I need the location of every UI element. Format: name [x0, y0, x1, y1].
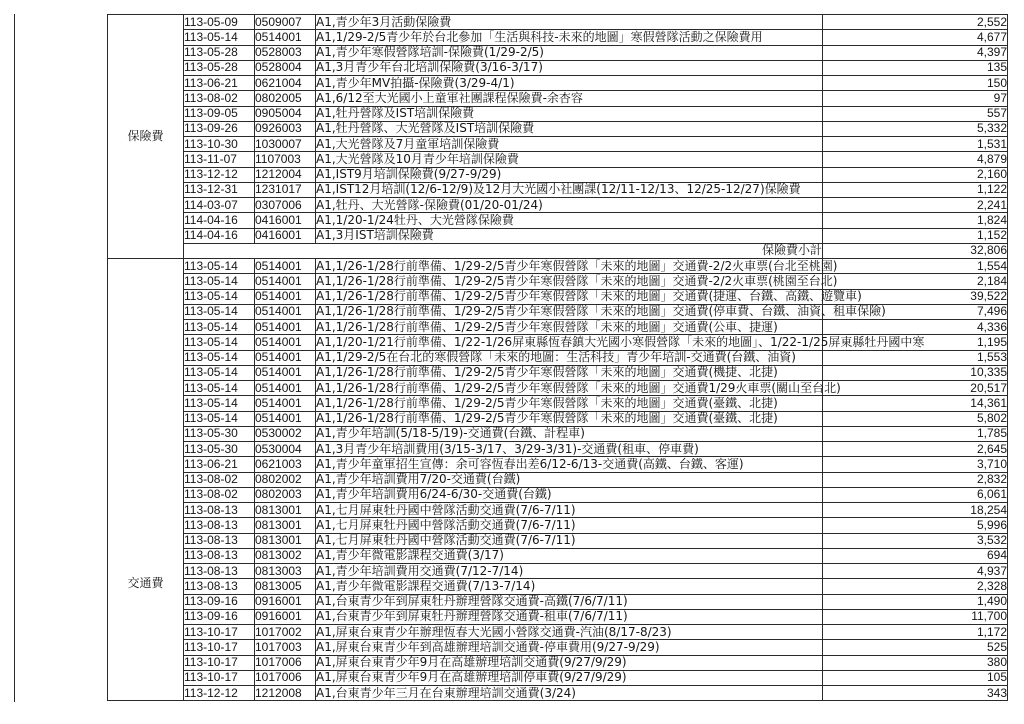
- date-cell: 113-05-14: [184, 304, 255, 319]
- category-cell: [108, 15, 184, 259]
- voucher-cell: 1017006: [255, 670, 316, 685]
- date-cell: 113-10-17: [184, 640, 255, 655]
- amount-cell: 4,937: [823, 564, 1008, 579]
- voucher-cell: 0916001: [255, 594, 316, 609]
- table-row: [108, 350, 1008, 365]
- date-cell: 113-05-14: [184, 396, 255, 411]
- voucher-cell: 0916001: [255, 609, 316, 624]
- voucher-cell: 0528003: [255, 45, 316, 60]
- voucher-cell: 0528004: [255, 60, 316, 75]
- date-cell: 113-05-14: [184, 320, 255, 335]
- table-row: [108, 15, 1008, 30]
- table-row: [108, 594, 1008, 609]
- voucher-cell: 0509007: [255, 15, 316, 30]
- voucher-cell: 0514001: [255, 304, 316, 319]
- category-label: 保險費: [127, 129, 164, 143]
- voucher-cell: 0813005: [255, 579, 316, 594]
- description-cell: A1,七月屏東牡丹國中營隊活動交通費(7/6-7/11): [316, 518, 823, 533]
- description-cell: A1,1/29-2/5在台北的寒假營隊「未來的地圖：生活科技」青少年培訓-交通費(台鐵、油資): [316, 350, 823, 365]
- description-cell: A1,大光營隊及7月童軍培訓保險費: [316, 137, 823, 152]
- amount-cell: 557: [823, 106, 1008, 121]
- amount-cell: 1,122: [823, 182, 1008, 197]
- description-cell: A1,七月屏東牡丹國中營隊活動交通費(7/6-7/11): [316, 503, 823, 518]
- table-row: [108, 518, 1008, 533]
- voucher-cell: 0514001: [255, 365, 316, 380]
- date-cell: 113-12-12: [184, 167, 255, 182]
- amount-cell: 4,879: [823, 152, 1008, 167]
- description-cell: A1,大光營隊及10月青少年培訓保險費: [316, 152, 823, 167]
- date-cell: 113-05-14: [184, 274, 255, 289]
- table-row: [108, 289, 1008, 304]
- table-row: [108, 259, 1008, 274]
- voucher-cell: 0621003: [255, 457, 316, 472]
- amount-cell: 2,832: [823, 472, 1008, 487]
- amount-cell: 2,241: [823, 198, 1008, 213]
- date-cell: 113-05-14: [184, 411, 255, 426]
- voucher-cell: 1017006: [255, 655, 316, 670]
- voucher-cell: 0926003: [255, 121, 316, 136]
- voucher-cell: 1107003: [255, 152, 316, 167]
- description-cell: A1,台東青少年到屏東牡丹辦理營隊交通費-高鐵(7/6/7/11): [316, 594, 823, 609]
- date-cell: 113-08-13: [184, 533, 255, 548]
- date-cell: 113-08-02: [184, 487, 255, 502]
- table-row: [108, 30, 1008, 45]
- amount-cell: 150: [823, 76, 1008, 91]
- description-cell: A1,青少年微電影課程交通費(7/13-7/14): [316, 579, 823, 594]
- category-label: 交通費: [127, 576, 164, 590]
- description-cell: A1,1/26-1/28行前準備、1/29-2/5青少年寒假營隊「未來的地圖」交通費(臺鐵、北捷): [316, 396, 823, 411]
- table-row: [108, 381, 1008, 396]
- table-row: [108, 686, 1008, 701]
- voucher-cell: 0514001: [255, 274, 316, 289]
- table-row: [108, 548, 1008, 563]
- subtotal-row: [108, 243, 1008, 258]
- table-row: [108, 304, 1008, 319]
- table-row: [108, 640, 1008, 655]
- voucher-cell: 0802003: [255, 487, 316, 502]
- amount-cell: 380: [823, 655, 1008, 670]
- date-cell: 113-12-12: [184, 686, 255, 701]
- description-cell: A1,1/26-1/28行前準備、1/29-2/5青少年寒假營隊「未來的地圖」交通費(停車費、台鐵、油資、租車保險): [316, 304, 886, 319]
- description-cell: A1,青少年培訓費用交通費(7/12-7/14): [316, 564, 823, 579]
- amount-cell: 694: [823, 548, 1008, 563]
- date-cell: 113-10-17: [184, 655, 255, 670]
- date-cell: 113-12-31: [184, 182, 255, 197]
- description-cell: A1,1/29-2/5青少年於台北參加「生活與科技-未來的地圖」寒假營隊活動之保險費用: [316, 30, 823, 45]
- description-cell: A1,1/26-1/28行前準備、1/29-2/5青少年寒假營隊「未來的地圖」交通費(機捷、北捷): [316, 365, 823, 380]
- description-cell: A1,3月青少年台北培訓保險費(3/16-3/17): [316, 60, 823, 75]
- voucher-cell: 0514001: [255, 320, 316, 335]
- voucher-cell: 0813002: [255, 548, 316, 563]
- voucher-cell: 0514001: [255, 350, 316, 365]
- table-row: [108, 121, 1008, 136]
- amount-cell: 7,496: [823, 304, 1008, 319]
- amount-cell: 1,152: [823, 228, 1008, 243]
- table-row: [108, 670, 1008, 685]
- description-cell: A1,1/26-1/28行前準備、1/29-2/5青少年寒假營隊「未來的地圖」交通費-2/2火車票(桃園至台北): [316, 273, 838, 288]
- table-row: [108, 228, 1008, 243]
- description-cell: A1,3月IST培訓保險費: [316, 228, 823, 243]
- table-row: [108, 625, 1008, 640]
- description-cell: A1,青少年童軍招生宣傳：余可容恆春出差6/12-6/13-交通費(高鐵、台鐵、客運): [316, 457, 823, 472]
- amount-cell: 1,531: [823, 137, 1008, 152]
- description-cell: A1,IST9月培訓保險費(9/27-9/29): [316, 167, 823, 182]
- table-row: [108, 213, 1008, 228]
- date-cell: 113-10-17: [184, 625, 255, 640]
- table-row: [108, 487, 1008, 502]
- date-cell: 113-11-07: [184, 152, 255, 167]
- table-row: [108, 91, 1008, 106]
- voucher-cell: 0802002: [255, 472, 316, 487]
- description-cell: A1,1/26-1/28行前準備、1/29-2/5青少年寒假營隊「未來的地圖」交通費(臺鐵、北捷): [316, 411, 823, 426]
- date-cell: 113-05-14: [184, 30, 255, 45]
- amount-cell: 97: [823, 91, 1008, 106]
- date-cell: 113-05-09: [184, 15, 255, 30]
- amount-cell: 14,361: [823, 396, 1008, 411]
- table-row: [108, 579, 1008, 594]
- amount-cell: 5,332: [823, 121, 1008, 136]
- date-cell: 113-05-14: [184, 259, 255, 274]
- date-cell: 113-08-13: [184, 503, 255, 518]
- table-row: [108, 167, 1008, 182]
- description-cell: A1,屏東台東青少年9月在高雄辦理培訓停車費(9/27/9/29): [316, 670, 823, 685]
- description-cell: A1,1/26-1/28行前準備、1/29-2/5青少年寒假營隊「未來的地圖」交通費(公車、捷運): [316, 320, 823, 335]
- amount-cell: 1,553: [823, 350, 1008, 365]
- description-cell: A1,青少年培訓費用7/20-交通費(台鐵): [316, 472, 823, 487]
- category-cell: [108, 259, 184, 701]
- table-row: [108, 655, 1008, 670]
- description-cell: A1,青少年培訓費用6/24-6/30-交通費(台鐵): [316, 487, 823, 502]
- amount-cell: 4,336: [823, 320, 1008, 335]
- ledger-body: [108, 15, 1008, 701]
- description-cell: A1,牡丹營隊、大光營隊及IST培訓保險費: [316, 121, 823, 136]
- amount-cell: 39,522: [823, 289, 1008, 304]
- table-row: [108, 137, 1008, 152]
- date-cell: 113-08-13: [184, 518, 255, 533]
- voucher-cell: 0514001: [255, 289, 316, 304]
- table-row: [108, 503, 1008, 518]
- voucher-cell: 0621004: [255, 76, 316, 91]
- description-cell: A1,青少年寒假營隊培訓-保險費(1/29-2/5): [316, 45, 823, 60]
- voucher-cell: 1212004: [255, 167, 316, 182]
- voucher-cell: 0514001: [255, 335, 316, 350]
- table-row: [108, 198, 1008, 213]
- date-cell: 114-04-16: [184, 213, 255, 228]
- description-cell: A1,3月青少年培訓費用(3/15-3/17、3/29-3/31)-交通費(租車、停車費): [316, 442, 823, 457]
- date-cell: 113-05-30: [184, 442, 255, 457]
- description-cell: A1,青少年培訓(5/18-5/19)-交通費(台鐵、計程車): [316, 426, 823, 441]
- date-cell: 114-04-16: [184, 228, 255, 243]
- table-row: [108, 472, 1008, 487]
- amount-cell: 135: [823, 60, 1008, 75]
- amount-cell: 343: [823, 686, 1008, 701]
- amount-cell: 2,328: [823, 579, 1008, 594]
- amount-cell: 6,061: [823, 487, 1008, 502]
- date-cell: 113-08-13: [184, 579, 255, 594]
- date-cell: 113-08-13: [184, 548, 255, 563]
- voucher-cell: 0530002: [255, 426, 316, 441]
- table-row: [108, 60, 1008, 75]
- amount-cell: 4,677: [823, 30, 1008, 45]
- expense-ledger-table: [107, 14, 1008, 701]
- amount-cell: 2,552: [823, 15, 1008, 30]
- date-cell: 113-05-14: [184, 335, 255, 350]
- voucher-cell: 0416001: [255, 228, 316, 243]
- voucher-cell: 1017002: [255, 625, 316, 640]
- amount-cell: 2,645: [823, 442, 1008, 457]
- voucher-cell: 0802005: [255, 91, 316, 106]
- amount-cell: 1,785: [823, 426, 1008, 441]
- amount-cell: 11,700: [823, 609, 1008, 624]
- amount-cell: 105: [823, 670, 1008, 685]
- date-cell: 114-03-07: [184, 198, 255, 213]
- voucher-cell: 0813001: [255, 503, 316, 518]
- table-row: [108, 442, 1008, 457]
- description-cell: A1,牡丹、大光營隊-保險費(01/20-01/24): [316, 198, 823, 213]
- description-cell: A1,青少年3月活動保險費: [316, 15, 823, 30]
- voucher-cell: 0307006: [255, 198, 316, 213]
- description-cell: A1,屏東台東青少年辦理恆春大光國小營隊交通費-汽油(8/17-8/23): [316, 625, 823, 640]
- description-cell: A1,1/26-1/28行前準備、1/29-2/5青少年寒假營隊「未來的地圖」交通費(捷運、台鐵、高鐵、遊覽車): [316, 289, 862, 304]
- amount-cell: 525: [823, 640, 1008, 655]
- amount-cell: 10,335: [823, 365, 1008, 380]
- table-row: [108, 564, 1008, 579]
- date-cell: 113-05-14: [184, 289, 255, 304]
- voucher-cell: 0530004: [255, 442, 316, 457]
- description-cell: A1,屏東台東青少年到高雄辦理培訓交通費-停車費用(9/27-9/29): [316, 640, 823, 655]
- voucher-cell: 0514001: [255, 381, 316, 396]
- table-row: [108, 152, 1008, 167]
- date-cell: 113-10-17: [184, 670, 255, 685]
- date-cell: 113-10-30: [184, 137, 255, 152]
- amount-cell: 5,996: [823, 518, 1008, 533]
- table-row: [108, 76, 1008, 91]
- voucher-cell: 0416001: [255, 213, 316, 228]
- description-cell: A1,1/20-1/24牡丹、大光營隊保險費: [316, 213, 823, 228]
- date-cell: 113-09-26: [184, 121, 255, 136]
- voucher-cell: 0514001: [255, 411, 316, 426]
- amount-cell: 20,517: [823, 381, 1008, 396]
- voucher-cell: 0514001: [255, 259, 316, 274]
- date-cell: 113-06-21: [184, 76, 255, 91]
- description-cell: A1,青少年微電影課程交通費(3/17): [316, 548, 823, 563]
- table-row: [108, 426, 1008, 441]
- date-cell: 113-09-05: [184, 106, 255, 121]
- amount-cell: 3,532: [823, 533, 1008, 548]
- table-row: [108, 106, 1008, 121]
- subtotal-amount: 32,806: [823, 243, 1008, 258]
- voucher-cell: 0813003: [255, 564, 316, 579]
- voucher-cell: 0905004: [255, 106, 316, 121]
- amount-cell: 1,554: [823, 259, 1008, 274]
- subtotal-label: 保險費小計: [184, 243, 823, 258]
- voucher-cell: 0813001: [255, 533, 316, 548]
- date-cell: 113-09-16: [184, 594, 255, 609]
- date-cell: 113-05-14: [184, 365, 255, 380]
- date-cell: 113-05-28: [184, 60, 255, 75]
- table-row: [108, 411, 1008, 426]
- table-row: [108, 533, 1008, 548]
- voucher-cell: 0813001: [255, 518, 316, 533]
- description-cell: A1,1/26-1/28行前準備、1/29-2/5青少年寒假營隊「未來的地圖」交通費-2/2火車票(台北至桃園): [316, 258, 838, 273]
- description-cell: A1,台東青少年三月在台東辦理培訓交通費(3/24): [316, 686, 823, 701]
- amount-cell: 2,184: [823, 274, 1008, 289]
- date-cell: 113-05-14: [184, 381, 255, 396]
- amount-cell: 3,710: [823, 457, 1008, 472]
- description-cell: A1,屏東台東青少年9月在高雄辦理培訓交通費(9/27/9/29): [316, 655, 823, 670]
- description-cell: A1,IST12月培訓(12/6-12/9)及12月大光國小社團課(12/11-12/13、12/25-12/27)保險費: [316, 182, 823, 197]
- date-cell: 113-06-21: [184, 457, 255, 472]
- amount-cell: 18,254: [823, 503, 1008, 518]
- table-row: [108, 45, 1008, 60]
- table-row: [108, 335, 1008, 350]
- amount-cell: 4,397: [823, 45, 1008, 60]
- description-cell: A1,青少年MV拍攝-保險費(3/29-4/1): [316, 76, 823, 91]
- date-cell: 113-05-30: [184, 426, 255, 441]
- table-row: [108, 182, 1008, 197]
- table-row: [108, 365, 1008, 380]
- table-row: [108, 396, 1008, 411]
- date-cell: 113-08-02: [184, 472, 255, 487]
- description-cell: A1,七月屏東牡丹國中營隊活動交通費(7/6-7/11): [316, 533, 823, 548]
- table-row: [108, 457, 1008, 472]
- amount-cell: 1,172: [823, 625, 1008, 640]
- amount-cell: 5,802: [823, 411, 1008, 426]
- date-cell: 113-09-16: [184, 609, 255, 624]
- table-row: [108, 274, 1008, 289]
- voucher-cell: 1231017: [255, 182, 316, 197]
- date-cell: 113-05-28: [184, 45, 255, 60]
- description-cell: A1,台東青少年到屏東牡丹辦理營隊交通費-租車(7/6/7/11): [316, 609, 823, 624]
- voucher-cell: 0514001: [255, 30, 316, 45]
- table-row: [108, 609, 1008, 624]
- amount-cell: 1,824: [823, 213, 1008, 228]
- page-left-rule: [14, 14, 15, 702]
- amount-cell: 2,160: [823, 167, 1008, 182]
- description-cell: A1,1/20-1/21行前準備、1/22-1/26屏東縣恆春鎮大光國小寒假營隊「未來的地圖」、1/22-1/25屏東縣牡丹國中寒: [316, 334, 925, 349]
- amount-cell: 1,195: [823, 335, 1008, 350]
- voucher-cell: 1212008: [255, 686, 316, 701]
- voucher-cell: 0514001: [255, 396, 316, 411]
- description-cell: A1,1/26-1/28行前準備、1/29-2/5青少年寒假營隊「未來的地圖」交通費1/29火車票(關山至台北): [316, 380, 841, 395]
- description-cell: A1,6/12至大光國小上童軍社團課程保險費-余杏容: [316, 91, 823, 106]
- description-cell: A1,牡丹營隊及IST培訓保險費: [316, 106, 823, 121]
- voucher-cell: 1017003: [255, 640, 316, 655]
- amount-cell: 1,490: [823, 594, 1008, 609]
- date-cell: 113-05-14: [184, 350, 255, 365]
- voucher-cell: 1030007: [255, 137, 316, 152]
- date-cell: 113-08-02: [184, 91, 255, 106]
- date-cell: 113-08-13: [184, 564, 255, 579]
- table-row: [108, 320, 1008, 335]
